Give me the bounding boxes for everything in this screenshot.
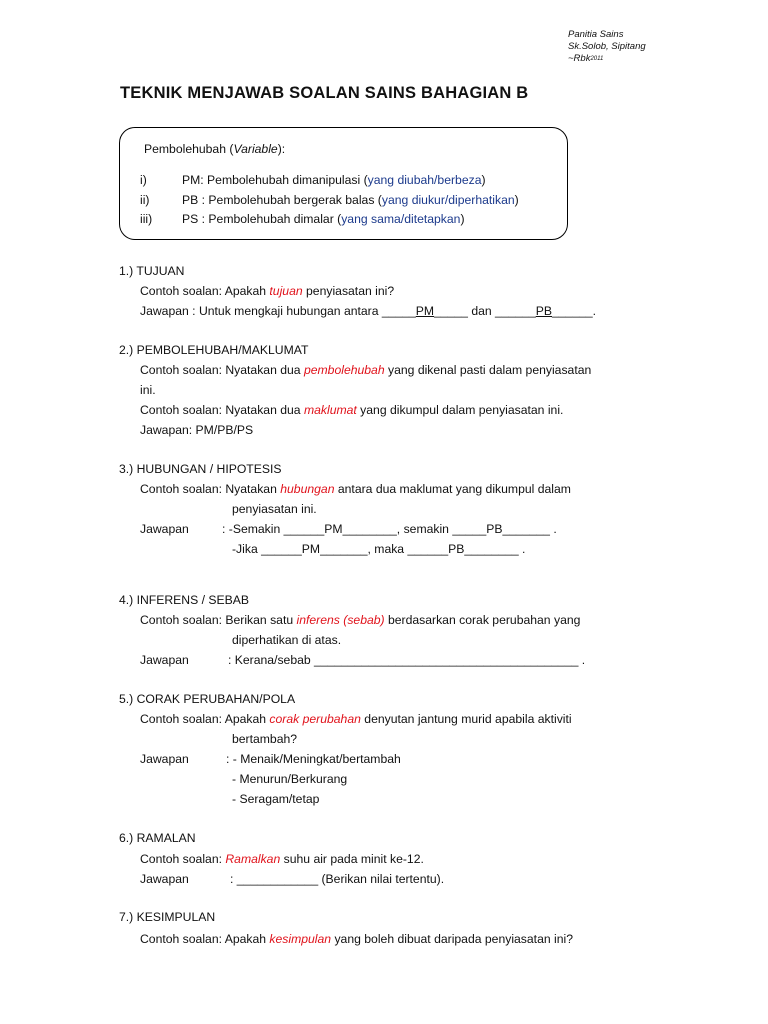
- section-2-heading: 2.) PEMBOLEHUBAH/MAKLUMAT: [119, 343, 309, 357]
- section-3-answer-1: : -Semakin ______PM________, semakin _____PB_______ .: [222, 522, 557, 536]
- section-5-answer-2: - Menurun/Berkurang: [232, 772, 348, 786]
- section-1-heading: 1.) TUJUAN: [119, 264, 185, 278]
- header-year: 2011: [590, 56, 604, 62]
- section-5-question: Contoh soalan: Apakah corak perubahan denyutan jantung murid apabila aktiviti: [140, 712, 572, 726]
- variable-item: PS : Pembolehubah dimalar (yang sama/ditetapkan): [182, 212, 465, 226]
- header-line-2: Sk.Solob, Sipitang: [568, 41, 646, 52]
- section-4-heading: 4.) INFERENS / SEBAB: [119, 593, 250, 607]
- section-1-answer: Jawapan : Untuk mengkaji hubungan antara _____PM_____ dan ______PB______.: [140, 304, 597, 318]
- section-2-answer: Jawapan: PM/PB/PS: [140, 423, 254, 437]
- variable-box-heading: Pembolehubah (Variable):: [144, 142, 286, 156]
- section-6-answer-label: Jawapan: [140, 872, 189, 886]
- section-3-heading: 3.) HUBUNGAN / HIPOTESIS: [119, 462, 282, 476]
- section-6-answer-1: : ____________ (Berikan nilai tertentu).: [230, 872, 445, 886]
- variable-item-num: ii): [140, 193, 150, 207]
- section-4-answer-1: : Kerana/sebab _______________________________________ .: [228, 653, 586, 667]
- variable-item-num: i): [140, 173, 147, 187]
- variable-item-num: iii): [140, 212, 153, 226]
- section-3-question-cont: penyiasatan ini.: [232, 502, 317, 516]
- header-line-3: ~Rbk$^{2011}$: [568, 53, 604, 64]
- section-6-question: Contoh soalan: Ramalkan suhu air pada minit ke-12.: [140, 852, 424, 866]
- section-1-question: Contoh soalan: Apakah tujuan penyiasatan ini?: [140, 284, 395, 298]
- section-4-question: Contoh soalan: Berikan satu inferens (sebab) berdasarkan corak perubahan yang: [140, 613, 581, 627]
- header-line-1: Panitia Sains: [568, 29, 624, 40]
- variable-item: PM: Pembolehubah dimanipulasi (yang diubah/berbeza): [182, 173, 486, 187]
- page-title: TEKNIK MENJAWAB SOALAN SAINS BAHAGIAN B: [120, 84, 529, 102]
- section-5-answer-3: - Seragam/tetap: [232, 792, 320, 806]
- section-6-heading: 6.) RAMALAN: [119, 831, 196, 845]
- section-4-answer-label: Jawapan: [140, 653, 189, 667]
- section-4-question-cont: diperhatikan di atas.: [232, 633, 342, 647]
- section-7-question: Contoh soalan: Apakah kesimpulan yang boleh dibuat daripada penyiasatan ini?: [140, 932, 573, 946]
- section-2-question-1-cont: ini.: [140, 383, 156, 397]
- section-5-heading: 5.) CORAK PERUBAHAN/POLA: [119, 692, 296, 706]
- section-5-answer-1: : - Menaik/Meningkat/bertambah: [226, 752, 401, 766]
- section-3-answer-2: -Jika ______PM_______, maka ______PB________ .: [232, 542, 526, 556]
- variable-item: PB : Pembolehubah bergerak balas (yang diukur/diperhatikan): [182, 193, 519, 207]
- section-5-question-cont: bertambah?: [232, 732, 298, 746]
- section-5-answer-label: Jawapan: [140, 752, 189, 766]
- section-3-question: Contoh soalan: Nyatakan hubungan antara dua maklumat yang dikumpul dalam: [140, 482, 571, 496]
- section-2-question-1: Contoh soalan: Nyatakan dua pembolehubah yang dikenal pasti dalam penyiasatan: [140, 363, 592, 377]
- section-2-question-2: Contoh soalan: Nyatakan dua maklumat yang dikumpul dalam penyiasatan ini.: [140, 403, 564, 417]
- section-7-heading: 7.) KESIMPULAN: [119, 910, 216, 924]
- section-3-answer-label: Jawapan: [140, 522, 189, 536]
